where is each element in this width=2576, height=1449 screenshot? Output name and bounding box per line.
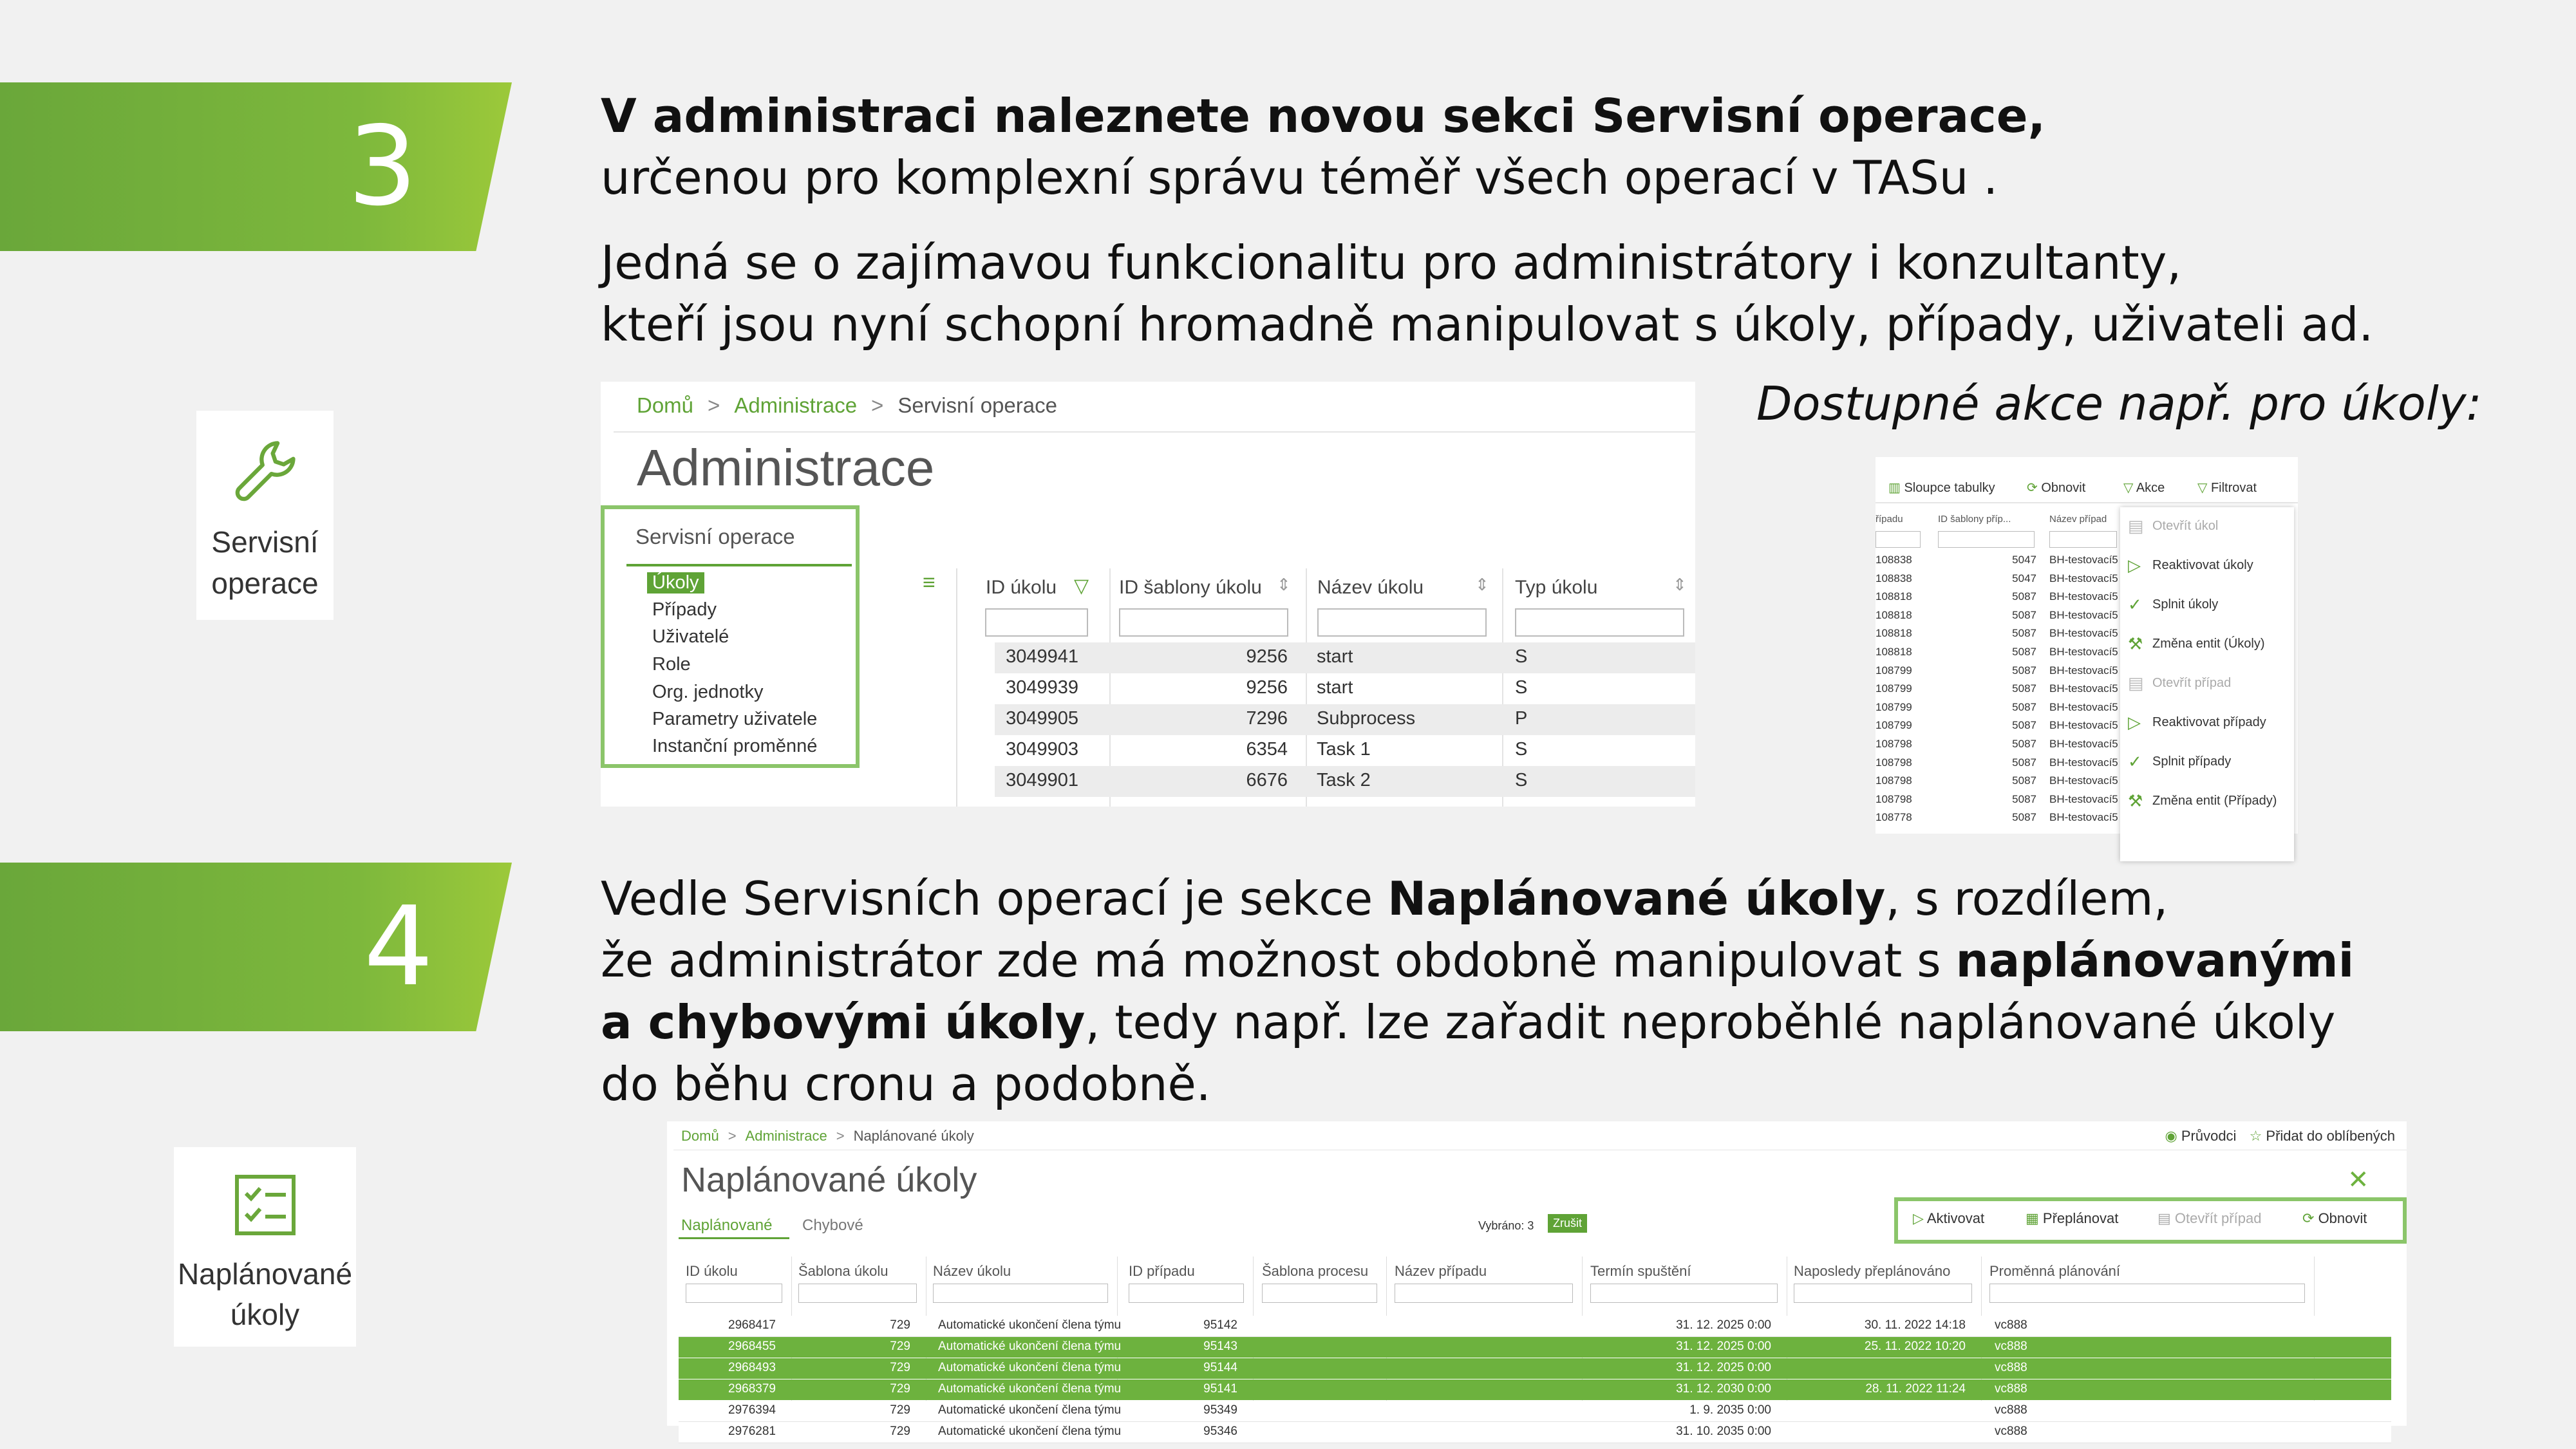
favourite-link[interactable]: Přidat do oblíbených <box>2266 1128 2395 1144</box>
wrench-icon: ⚒ <box>2128 791 2143 810</box>
menu-item-role[interactable]: Role <box>652 654 691 675</box>
card-label: operace <box>211 566 319 600</box>
play-icon: ▷ <box>1913 1210 1924 1226</box>
column-header-nazev[interactable]: Název úkolu <box>1317 577 1424 598</box>
refresh-icon: ⟳ <box>2027 481 2038 495</box>
menu-item-pripady[interactable]: Případy <box>652 599 717 620</box>
filter-input[interactable] <box>686 1284 782 1303</box>
column-header[interactable]: ID šablony příp... <box>1938 514 2011 525</box>
cancel-selection-button[interactable]: Zrušit <box>1548 1214 1587 1233</box>
filter-input[interactable] <box>1938 531 2035 548</box>
menu-item-ukoly[interactable]: Úkoly <box>647 572 704 594</box>
section-3-text-line2: určenou pro komplexní správu téměř všech operací v TASu . <box>601 151 1998 205</box>
table-row[interactable]: 3049901 6676 Task 2 S <box>995 766 1695 797</box>
filter-input[interactable] <box>1262 1284 1377 1303</box>
filter-input-typ[interactable] <box>1515 608 1684 637</box>
column-header[interactable]: Název případ <box>2049 514 2107 525</box>
column-header[interactable]: Proměnná plánování <box>1989 1263 2121 1279</box>
menu-toggle-icon[interactable]: ≡ <box>923 570 935 595</box>
play-icon: ▷ <box>2128 713 2141 732</box>
table-row[interactable]: 2976394 729 Automatické ukončení člena týmu 95349 1. 9. 2035 0:00 vc888 <box>679 1401 2391 1422</box>
column-header-id-sablony[interactable]: ID šablony úkolu <box>1119 577 1262 598</box>
dropdown-menu-item[interactable]: Změna entit (Úkoly) <box>2152 637 2265 651</box>
card-label: úkoly <box>230 1298 300 1331</box>
column-header[interactable]: ID případu <box>1129 1263 1195 1279</box>
check-icon: ✓ <box>2128 752 2142 771</box>
card-label: Naplánované <box>177 1257 353 1291</box>
dropdown-menu-item[interactable]: Reaktivovat případy <box>2152 715 2266 729</box>
breadcrumb-home[interactable]: Domů <box>681 1128 719 1144</box>
breadcrumb-admin[interactable]: Administrace <box>734 393 858 417</box>
dropdown-menu-item[interactable]: Splnit úkoly <box>2152 597 2219 612</box>
filter-input-nazev[interactable] <box>1317 608 1487 637</box>
sort-icon[interactable]: ⇕ <box>1673 575 1687 594</box>
toolbar-filtrovat[interactable]: ▽ Filtrovat <box>2197 481 2257 495</box>
table-row[interactable]: 3049941 9256 start S <box>995 642 1695 673</box>
table-row[interactable]: 3049939 9256 start S <box>1006 677 1528 698</box>
actions-dropdown <box>2120 507 2294 861</box>
filter-input-id[interactable] <box>985 608 1088 637</box>
section-3-text-line3: Jedná se o zajímavou funkcionalitu pro administrátory i konzultanty, <box>601 236 2182 290</box>
wrench-icon: ⚒ <box>2128 634 2143 653</box>
scheduled-tasks-screenshot <box>667 1121 2407 1438</box>
breadcrumb-admin[interactable]: Administrace <box>745 1128 827 1144</box>
toolbar-akce[interactable]: ▽ Akce <box>2123 481 2165 495</box>
check-icon: ✓ <box>2128 595 2142 614</box>
refresh-icon: ⟳ <box>2302 1210 2315 1226</box>
document-icon: ▤ <box>2128 673 2144 693</box>
columns-icon: ▥ <box>1888 481 1901 495</box>
wrench-icon <box>231 438 299 506</box>
filter-icon: ▽ <box>2197 481 2208 495</box>
naplanovane-ukoly-card <box>174 1147 356 1347</box>
table-row[interactable]: 2968455 729 Automatické ukončení člena týmu 95143 31. 12. 2025 0:00 25. 11. 2022 10:20 vc888 <box>679 1337 2391 1358</box>
breadcrumb-current: Servisní operace <box>898 393 1057 417</box>
tab-naplanovane[interactable]: Naplánované <box>681 1217 773 1234</box>
section-4-text-line2: že administrátor zde má možnost obdobně manipulovat s naplánovanými <box>601 933 2355 987</box>
admin-screenshot <box>601 382 1695 807</box>
column-header-typ[interactable]: Typ úkolu <box>1515 577 1598 598</box>
table-row[interactable]: 2968417 729 Automatické ukončení člena týmu 95142 31. 12. 2025 0:00 30. 11. 2022 14:18 vc888 <box>679 1316 2391 1337</box>
aktivovat-button[interactable]: ▷ Aktivovat <box>1913 1210 1985 1226</box>
filter-input[interactable] <box>2049 531 2117 548</box>
eye-icon: ◉ <box>2165 1128 2177 1144</box>
obnovit-button[interactable]: ⟳ Obnovit <box>2302 1210 2367 1226</box>
dropdown-menu-item[interactable]: Změna entit (Případy) <box>2152 794 2277 808</box>
filter-input-sablona[interactable] <box>1119 608 1288 637</box>
section-tab[interactable]: Servisní operace <box>635 525 795 548</box>
document-icon: ▤ <box>2128 516 2144 536</box>
pruvodci-link[interactable]: Průvodci <box>2181 1128 2237 1144</box>
servisni-operace-card <box>196 411 334 620</box>
menu-item-uzivatele[interactable]: Uživatelé <box>652 626 729 647</box>
column-header[interactable]: řípadu <box>1876 514 1903 525</box>
section-4-number: 4 <box>364 883 434 1011</box>
toolbar-sloupce[interactable]: ▥ Sloupce tabulky <box>1888 481 1995 495</box>
dropdown-menu-item[interactable]: Splnit případy <box>2152 754 2232 769</box>
column-header[interactable]: Název úkolu <box>933 1263 1011 1279</box>
actions-caption: Dostupné akce např. pro úkoly: <box>1756 377 2482 431</box>
section-3-number: 3 <box>348 103 418 230</box>
filter-icon[interactable]: ▽ <box>1074 575 1089 597</box>
column-header[interactable]: Naposledy přeplánováno <box>1794 1263 1951 1279</box>
section-4-text-line4: do běhu cronu a podobně. <box>601 1057 1211 1111</box>
menu-item-org-jednotky[interactable]: Org. jednotky <box>652 682 764 702</box>
column-header[interactable]: ID úkolu <box>686 1263 738 1279</box>
column-header-id-ukolu[interactable]: ID úkolu <box>986 577 1057 598</box>
table-row[interactable]: 2976281 729 Automatické ukončení člena týmu 95346 31. 10. 2035 0:00 vc888 <box>679 1422 2391 1443</box>
toolbar-obnovit[interactable]: ⟳ Obnovit <box>2027 481 2086 495</box>
dropdown-menu-item[interactable]: Reaktivovat úkoly <box>2152 558 2253 572</box>
filter-input[interactable] <box>798 1284 917 1303</box>
breadcrumb-home[interactable]: Domů <box>637 393 694 417</box>
actions-screenshot: ▥ Sloupce tabulky ⟳ Obnovit ▽ Akce ▽ Filtrovat řípadu ID šablony příp... Název případ 108838 5047 BH-testovací5 108838 5047 BH-testovací5 108818 5087 BH-testovací5 108818 5087 BH-testovací5 108818 5087 BH-testovací5 108818 5087 BH-testovací5 108799 5087 BH-testovací5 108799 5087 BH-testovací5 108799 5087 BH-testovací5 108799 5087 BH-testovací5 108798 5087 BH-testovací5 108798 5087 BH-testovací5 108798 5087 BH-testovací5 108798 5087 BH-testovací5 108778 5087 BH-testovací5 ▤ Otevřít úkol ▷ Reaktivovat úkoly ✓ Splnit úkoly ⚒ Změna entit (Úkoly) ▤ Otevřít případ ▷ Reaktivovat případy ✓ Splnit případy ⚒ Změna entit (Případy) <box>1876 457 2298 834</box>
filter-input[interactable] <box>1794 1284 1972 1303</box>
top-links <box>2165 1128 2395 1145</box>
filter-input[interactable] <box>1590 1284 1778 1303</box>
section-3-heading: V administraci naleznete novou sekci Servisní operace, <box>601 89 2045 143</box>
section-4-text-line1: Vedle Servisních operací je sekce Naplánované úkoly, s rozdílem, <box>601 872 2168 926</box>
sort-icon[interactable]: ⇕ <box>1277 575 1291 594</box>
section-3-banner <box>0 82 512 251</box>
section-3-text-line4: kteří jsou nyní schopní hromadně manipulovat s úkoly, případy, uživateli ad. <box>601 297 2374 351</box>
preplanovat-button[interactable]: ▦ Přeplánovat <box>2026 1210 2119 1226</box>
page-title: Administrace <box>637 439 935 496</box>
checklist-icon <box>233 1173 297 1237</box>
breadcrumb: Domů > Administrace > Naplánované úkoly <box>681 1128 974 1144</box>
card-label: Servisní <box>211 525 319 559</box>
table-row[interactable]: 2968493 729 Automatické ukončení člena týmu 95144 31. 12. 2025 0:00 vc888 <box>679 1358 2391 1379</box>
chevron-down-icon: ▽ <box>2123 481 2134 495</box>
tab-chybove[interactable]: Chybové <box>802 1217 863 1234</box>
filter-input[interactable] <box>1989 1284 2305 1303</box>
play-icon: ▷ <box>2128 556 2141 575</box>
filter-input[interactable] <box>933 1284 1108 1303</box>
star-icon: ☆ <box>2249 1128 2262 1144</box>
sort-icon[interactable]: ⇕ <box>1475 575 1489 594</box>
selected-count: Vybráno: 3 <box>1478 1219 1534 1232</box>
calendar-icon: ▦ <box>2026 1210 2039 1226</box>
otevrit-pripad-button[interactable]: ▤ Otevřít případ <box>2158 1210 2262 1226</box>
section-4-text-line3: a chybovými úkoly, tedy např. lze zařadit neproběhlé naplánované úkoly <box>601 995 2336 1049</box>
column-header[interactable]: Šablona úkolu <box>798 1263 888 1279</box>
table-row[interactable]: 2968379 729 Automatické ukončení člena týmu 95141 31. 12. 2030 0:00 28. 11. 2022 11:24 vc888 <box>679 1379 2391 1400</box>
close-icon[interactable]: ✕ <box>2347 1166 2369 1194</box>
filter-input[interactable] <box>1395 1284 1573 1303</box>
column-header[interactable]: Název případu <box>1395 1263 1487 1279</box>
document-icon: ▤ <box>2158 1210 2171 1226</box>
dropdown-menu-item[interactable]: Otevřít případ <box>2152 676 2232 690</box>
column-header[interactable]: Šablona procesu <box>1262 1263 1369 1279</box>
section-4-banner <box>0 863 512 1031</box>
menu-item-instancni-promenne[interactable]: Instanční proměnné <box>652 736 818 756</box>
filter-input[interactable] <box>1129 1284 1244 1303</box>
breadcrumb: Domů > Administrace > Servisní operace <box>637 393 1057 417</box>
breadcrumb-current: Naplánované úkoly <box>853 1128 974 1144</box>
table-row[interactable]: 3049903 6354 Task 1 S <box>1006 739 1528 760</box>
dropdown-menu-item[interactable]: Otevřít úkol <box>2152 519 2219 533</box>
page-title: Naplánované úkoly <box>681 1161 977 1199</box>
menu-item-parametry-uzivatele[interactable]: Parametry uživatele <box>652 709 818 729</box>
table-row[interactable]: 3049905 7296 Subprocess P <box>995 704 1695 735</box>
column-header[interactable]: Termín spuštění <box>1590 1263 1691 1279</box>
filter-input[interactable] <box>1876 531 1921 548</box>
